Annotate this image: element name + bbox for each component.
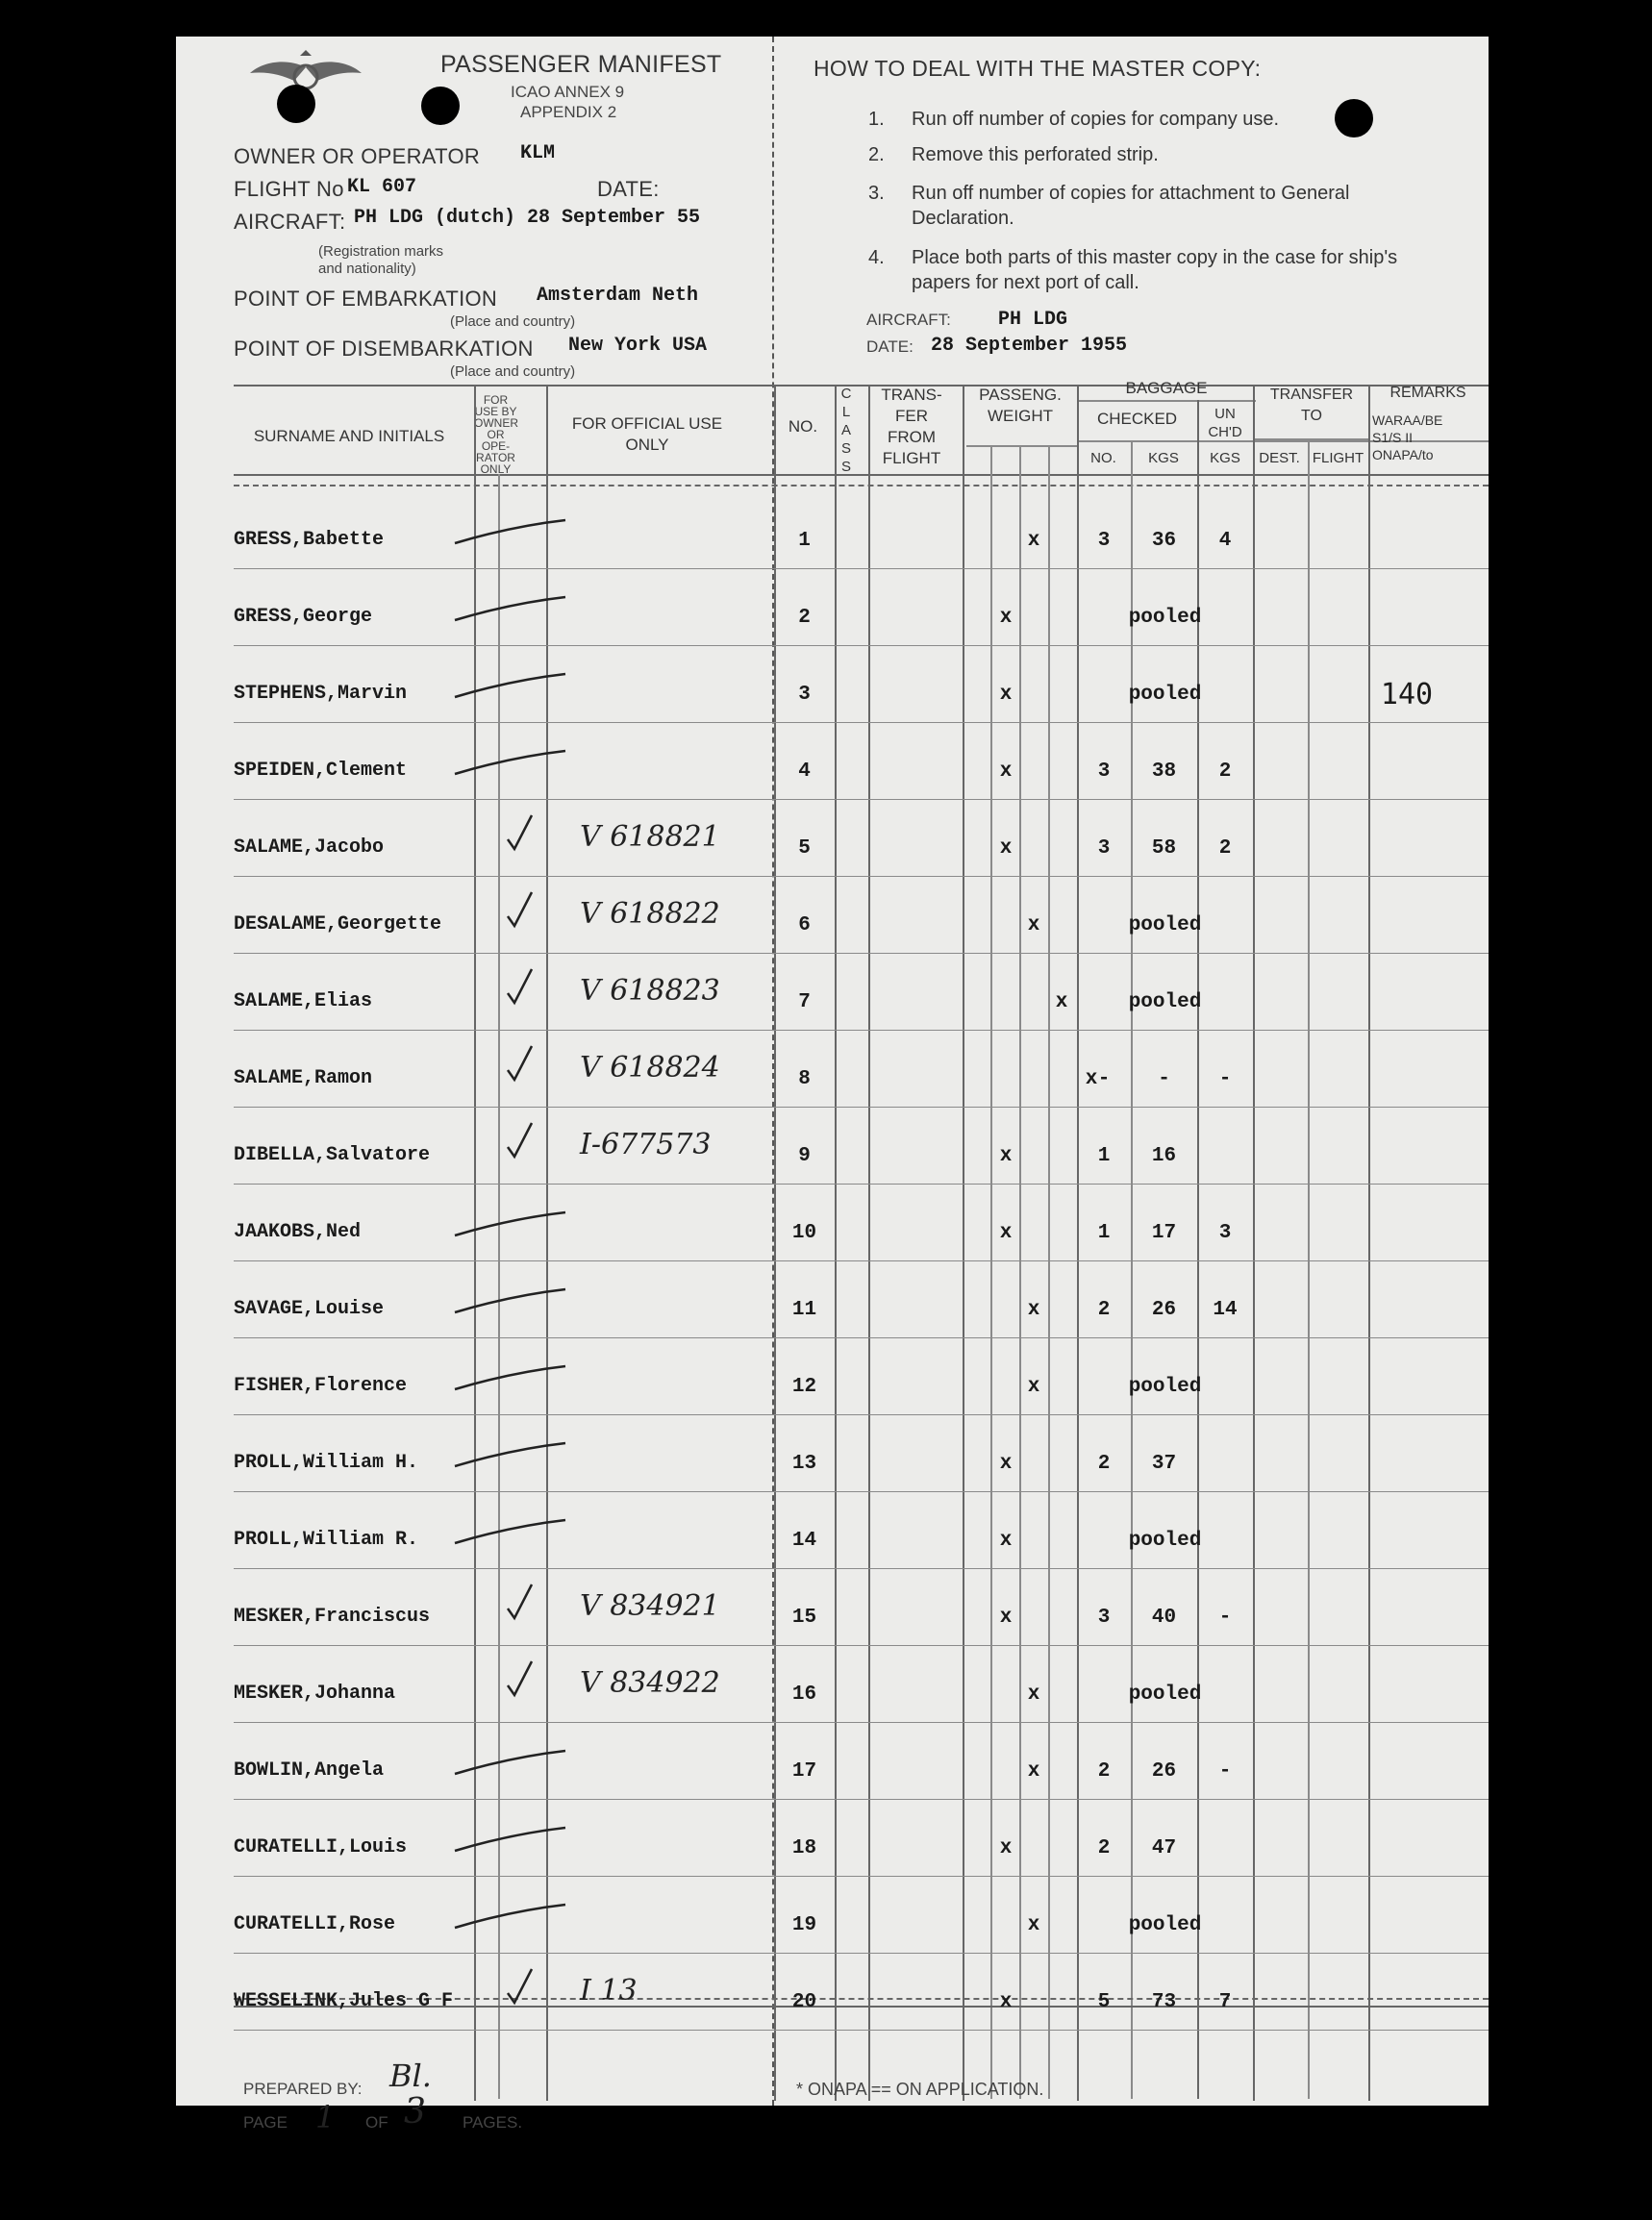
weight-mark: x — [999, 607, 1013, 629]
check-mark — [436, 1734, 570, 1782]
pooled-note: pooled — [1128, 607, 1202, 629]
header-remarks-sub: WARAA/BE S1/S II ONAPA/to — [1372, 412, 1443, 462]
owner-value: KLM — [520, 142, 556, 164]
pooled-note: pooled — [1128, 1530, 1202, 1552]
check-mark — [436, 1657, 570, 1705]
header-weight: PASSENG. WEIGHT — [979, 386, 1062, 425]
check-mark — [436, 657, 570, 705]
pooled-note: pooled — [1128, 1914, 1202, 1936]
punch-hole — [1335, 99, 1373, 137]
weight-mark: x — [999, 684, 1013, 706]
weight-mark: x — [999, 1453, 1013, 1475]
header-surname: SURNAME AND INITIALS — [253, 427, 445, 445]
row-rule — [234, 1491, 1489, 1492]
row-rule — [234, 1722, 1489, 1723]
row-rule — [234, 1260, 1489, 1261]
disembarkation-label: POINT OF DISEMBARKATION — [234, 337, 534, 361]
form-title: PASSENGER MANIFEST — [440, 51, 722, 78]
unchecked-kgs: 2 — [1218, 837, 1232, 860]
unchecked-kgs: - — [1218, 1760, 1232, 1783]
passenger-name: GRESS,Babette — [234, 529, 385, 551]
row-rule — [234, 1876, 1489, 1877]
bag-kgs: 38 — [1151, 761, 1177, 783]
registration-note: (Registration marks — [318, 243, 444, 260]
punch-hole — [421, 87, 460, 125]
punch-hole — [277, 85, 315, 123]
header-transfer-to: TRANSFER TO — [1269, 387, 1354, 424]
row-number: 5 — [798, 837, 811, 860]
passenger-name: DESALAME,Georgette — [234, 913, 442, 935]
passenger-name: SPEIDEN,Clement — [234, 760, 408, 782]
header-sub-rule — [1253, 438, 1368, 440]
instruction-text: Run off number of copies for company use. — [912, 109, 1280, 130]
bag-count: 2 — [1097, 1299, 1111, 1321]
remarks-value: 140 — [1380, 678, 1434, 711]
row-number: 1 — [798, 530, 811, 552]
check-mark — [436, 1272, 570, 1320]
passenger-name: GRESS,George — [234, 606, 373, 628]
row-rule — [234, 1337, 1489, 1338]
header-dest: DEST. — [1259, 450, 1300, 466]
row-number: 15 — [791, 1607, 817, 1629]
manifest-sheet — [176, 37, 1489, 2135]
instruction-num: 4. — [868, 247, 885, 268]
bag-kgs: - — [1158, 1068, 1170, 1090]
instruction-text: Place both parts of this master copy in the case for ship's papers for next port of call. — [912, 247, 1398, 293]
check-mark — [436, 1195, 570, 1243]
page-value: 1 — [315, 2099, 336, 2135]
check-mark — [436, 1349, 570, 1397]
row-rule — [234, 1645, 1489, 1646]
unchecked-kgs: 4 — [1218, 530, 1232, 552]
col-rule — [963, 385, 964, 2101]
header-flight: FLIGHT — [1312, 450, 1364, 466]
instruction-text: Remove this perforated strip. — [912, 144, 1159, 165]
row-number: 17 — [791, 1760, 817, 1783]
row-number: 4 — [798, 761, 811, 783]
header-kgs: KGS — [1148, 450, 1179, 466]
passenger-name: SALAME,Jacobo — [234, 836, 385, 859]
row-rule — [234, 722, 1489, 723]
weight-mark: x — [999, 761, 1013, 783]
header-bag-no: NO. — [1090, 450, 1116, 466]
weight-mark: x — [1027, 1914, 1040, 1936]
row-rule — [234, 1107, 1489, 1108]
passenger-name: CURATELLI,Rose — [234, 1913, 396, 1935]
weight-mark: x — [1027, 1760, 1040, 1783]
col-rule — [1048, 445, 1050, 2099]
header-for-use: FOR USE BY OWNER OR OPE- RATOR ONLY — [474, 393, 518, 476]
header-class: CLASS — [840, 386, 852, 475]
check-mark — [436, 1580, 570, 1628]
pooled-note: pooled — [1128, 1376, 1202, 1398]
bag-count: 3 — [1097, 1607, 1111, 1629]
prepared-value: Bl. — [389, 2058, 432, 2094]
row-number: 9 — [798, 1145, 811, 1167]
aircraft-value: PH LDG — [998, 309, 1068, 331]
flight-value: KL 607 — [347, 176, 417, 198]
row-rule — [234, 568, 1489, 569]
header-sub-rule — [966, 445, 1077, 447]
bag-kgs: 36 — [1151, 530, 1177, 552]
row-number: 16 — [791, 1684, 817, 1706]
date-value: 28 September 1955 — [931, 335, 1128, 357]
weight-mark: x — [999, 1145, 1013, 1167]
header-transfer-from: TRANS- FER FROM FLIGHT — [881, 386, 942, 467]
embarkation-label: POINT OF EMBARKATION — [234, 287, 498, 311]
col-rule — [835, 385, 837, 2101]
check-mark — [436, 1503, 570, 1551]
bag-kgs: 40 — [1151, 1607, 1177, 1629]
official-number: V 618824 — [580, 1051, 720, 1085]
owner-label: OWNER OR OPERATOR — [234, 144, 481, 168]
row-rule — [234, 1799, 1489, 1800]
check-mark — [436, 964, 570, 1012]
embarkation-value: Amsterdam Neth — [537, 285, 699, 307]
unchecked-kgs: 2 — [1218, 761, 1232, 783]
passenger-name: DIBELLA,Salvatore — [234, 1144, 431, 1166]
col-rule — [1197, 400, 1199, 2099]
check-mark — [436, 1118, 570, 1166]
official-number: V 834922 — [580, 1666, 720, 1700]
passenger-name: PROLL,William R. — [234, 1529, 419, 1551]
header-official: FOR OFFICIAL USE ONLY — [571, 414, 723, 454]
row-number: 20 — [791, 1991, 817, 2013]
disembarkation-value: New York USA — [568, 335, 708, 357]
row-number: 12 — [791, 1376, 817, 1398]
row-number: 10 — [791, 1222, 817, 1244]
bag-count: 5 — [1097, 1991, 1111, 2013]
weight-mark: x — [999, 1222, 1013, 1244]
check-mark — [436, 811, 570, 859]
bag-kgs: 73 — [1151, 1991, 1177, 2013]
header-kgs: KGS — [1210, 450, 1240, 466]
instruction-num: 2. — [868, 144, 885, 165]
header-checked: CHECKED — [1096, 410, 1178, 428]
bag-kgs: 26 — [1151, 1299, 1177, 1321]
date-label: DATE: — [597, 177, 660, 201]
row-rule — [234, 799, 1489, 800]
row-rule — [234, 1953, 1489, 1954]
prepared-label: PREPARED BY: — [243, 2080, 363, 2098]
official-number: I-677573 — [580, 1128, 712, 1161]
row-rule — [234, 1030, 1489, 1031]
official-number: V 834921 — [580, 1589, 720, 1623]
bag-count: 2 — [1097, 1837, 1111, 1859]
bag-kgs: 17 — [1151, 1222, 1177, 1244]
form-subtitle: APPENDIX 2 — [520, 103, 617, 121]
instructions-title: HOW TO DEAL WITH THE MASTER COPY: — [813, 56, 1262, 81]
row-number: 19 — [791, 1914, 817, 1936]
passenger-name: STEPHENS,Marvin — [234, 683, 408, 705]
aircraft-value: PH LDG (dutch) 28 September 55 — [354, 207, 701, 229]
col-rule — [1253, 385, 1255, 2101]
check-mark — [436, 580, 570, 628]
row-number: 3 — [798, 684, 811, 706]
passenger-name: PROLL,William H. — [234, 1452, 419, 1474]
place-note: (Place and country) — [450, 363, 576, 380]
flight-label: FLIGHT No — [234, 177, 344, 201]
header-baggage: BAGGAGE — [1125, 379, 1208, 397]
weight-mark: x — [1027, 1684, 1040, 1706]
row-rule — [234, 2030, 1489, 2031]
unchecked-kgs: 7 — [1218, 1991, 1232, 2013]
pooled-note: pooled — [1128, 1684, 1202, 1706]
weight-mark: x — [999, 1991, 1013, 2013]
official-number: V 618821 — [580, 820, 720, 854]
bag-kgs: 37 — [1151, 1453, 1177, 1475]
place-note: (Place and country) — [450, 313, 576, 330]
bag-kgs: 16 — [1151, 1145, 1177, 1167]
unchecked-kgs: 3 — [1218, 1222, 1232, 1244]
unchecked-kgs: - — [1218, 1068, 1232, 1090]
check-mark — [436, 1810, 570, 1858]
check-mark — [436, 887, 570, 935]
row-rule — [234, 1184, 1489, 1185]
bag-count: - — [1097, 1068, 1111, 1090]
pooled-note: pooled — [1128, 914, 1202, 936]
bag-kgs: 58 — [1151, 837, 1177, 860]
row-number: 6 — [798, 914, 811, 936]
official-number: V 618822 — [580, 897, 720, 931]
header-remarks: REMARKS — [1389, 385, 1466, 401]
col-rule — [868, 385, 870, 2101]
check-mark — [436, 734, 570, 782]
aircraft-label: AIRCRAFT: — [866, 311, 951, 329]
row-number: 2 — [798, 607, 811, 629]
passenger-name: SALAME,Elias — [234, 990, 373, 1012]
weight-mark: x — [999, 1530, 1013, 1552]
table-header-rule — [234, 485, 1489, 486]
bag-count: 3 — [1097, 530, 1111, 552]
bag-kgs: 26 — [1151, 1760, 1177, 1783]
col-rule — [1368, 385, 1370, 2101]
unchecked-kgs: 14 — [1213, 1299, 1238, 1321]
header-unchd: UN CH'D — [1208, 406, 1242, 440]
onapa-note: * ONAPA == ON APPLICATION. — [796, 2080, 1044, 2099]
header-no: NO. — [788, 417, 818, 436]
check-mark — [436, 1964, 570, 2012]
passenger-name: SAVAGE,Louise — [234, 1298, 385, 1320]
official-number: V 618823 — [580, 974, 720, 1008]
bag-count: 1 — [1097, 1145, 1111, 1167]
row-number: 8 — [798, 1068, 811, 1090]
bag-count: 1 — [1097, 1222, 1111, 1244]
weight-mark: x — [1027, 914, 1040, 936]
passenger-name: SALAME,Ramon — [234, 1067, 373, 1089]
passenger-name: MESKER,Franciscus — [234, 1606, 431, 1628]
row-rule — [234, 953, 1489, 954]
pages-label: PAGES. — [463, 2113, 523, 2132]
row-number: 7 — [798, 991, 811, 1013]
weight-mark: x — [1027, 530, 1040, 552]
page-label: PAGE — [243, 2113, 288, 2132]
registration-note: and nationality) — [318, 261, 416, 277]
row-number: 11 — [791, 1299, 817, 1321]
bag-count: 2 — [1097, 1760, 1111, 1783]
weight-mark: x — [999, 1607, 1013, 1629]
instruction-text: Run off number of copies for attachment to General Declaration. — [912, 183, 1350, 229]
weight-mark: x — [1085, 1068, 1098, 1090]
pooled-note: pooled — [1128, 991, 1202, 1013]
weight-mark: x — [999, 1837, 1013, 1859]
instruction-num: 3. — [868, 183, 885, 204]
weight-mark: x — [1027, 1376, 1040, 1398]
passenger-name: WESSELINK,Jules G F — [234, 1990, 454, 2012]
bag-kgs: 47 — [1151, 1837, 1177, 1859]
form-subtitle: ICAO ANNEX 9 — [511, 83, 625, 101]
col-rule — [1308, 438, 1310, 2099]
row-rule — [234, 1414, 1489, 1415]
passenger-name: MESKER,Johanna — [234, 1683, 396, 1705]
official-number: I 13 — [580, 1974, 638, 2008]
instruction-num: 1. — [868, 109, 885, 130]
unchecked-kgs: - — [1218, 1607, 1232, 1629]
weight-mark: x — [999, 837, 1013, 860]
of-label: OF — [365, 2113, 388, 2132]
pages-value: 3 — [404, 2092, 426, 2132]
table-header-rule — [234, 474, 1489, 476]
row-rule — [234, 876, 1489, 877]
passenger-name: BOWLIN,Angela — [234, 1759, 385, 1782]
row-rule — [234, 1568, 1489, 1569]
check-mark — [436, 1426, 570, 1474]
passenger-name: FISHER,Florence — [234, 1375, 408, 1397]
aircraft-label: AIRCRAFT: — [234, 210, 346, 234]
row-number: 13 — [791, 1453, 817, 1475]
bag-count: 3 — [1097, 837, 1111, 860]
bag-count: 3 — [1097, 761, 1111, 783]
check-mark — [436, 1041, 570, 1089]
passenger-name: CURATELLI,Louis — [234, 1836, 408, 1858]
row-rule — [234, 645, 1489, 646]
weight-mark: x — [1027, 1299, 1040, 1321]
pooled-note: pooled — [1128, 684, 1202, 706]
row-number: 18 — [791, 1837, 817, 1859]
header-sub-rule — [1077, 400, 1256, 402]
passenger-name: JAAKOBS,Ned — [234, 1221, 362, 1243]
date-label: DATE: — [866, 337, 914, 356]
bag-count: 2 — [1097, 1453, 1111, 1475]
check-mark — [436, 503, 570, 551]
weight-mark: x — [1055, 991, 1068, 1013]
row-number: 14 — [791, 1530, 817, 1552]
check-mark — [436, 1887, 570, 1935]
